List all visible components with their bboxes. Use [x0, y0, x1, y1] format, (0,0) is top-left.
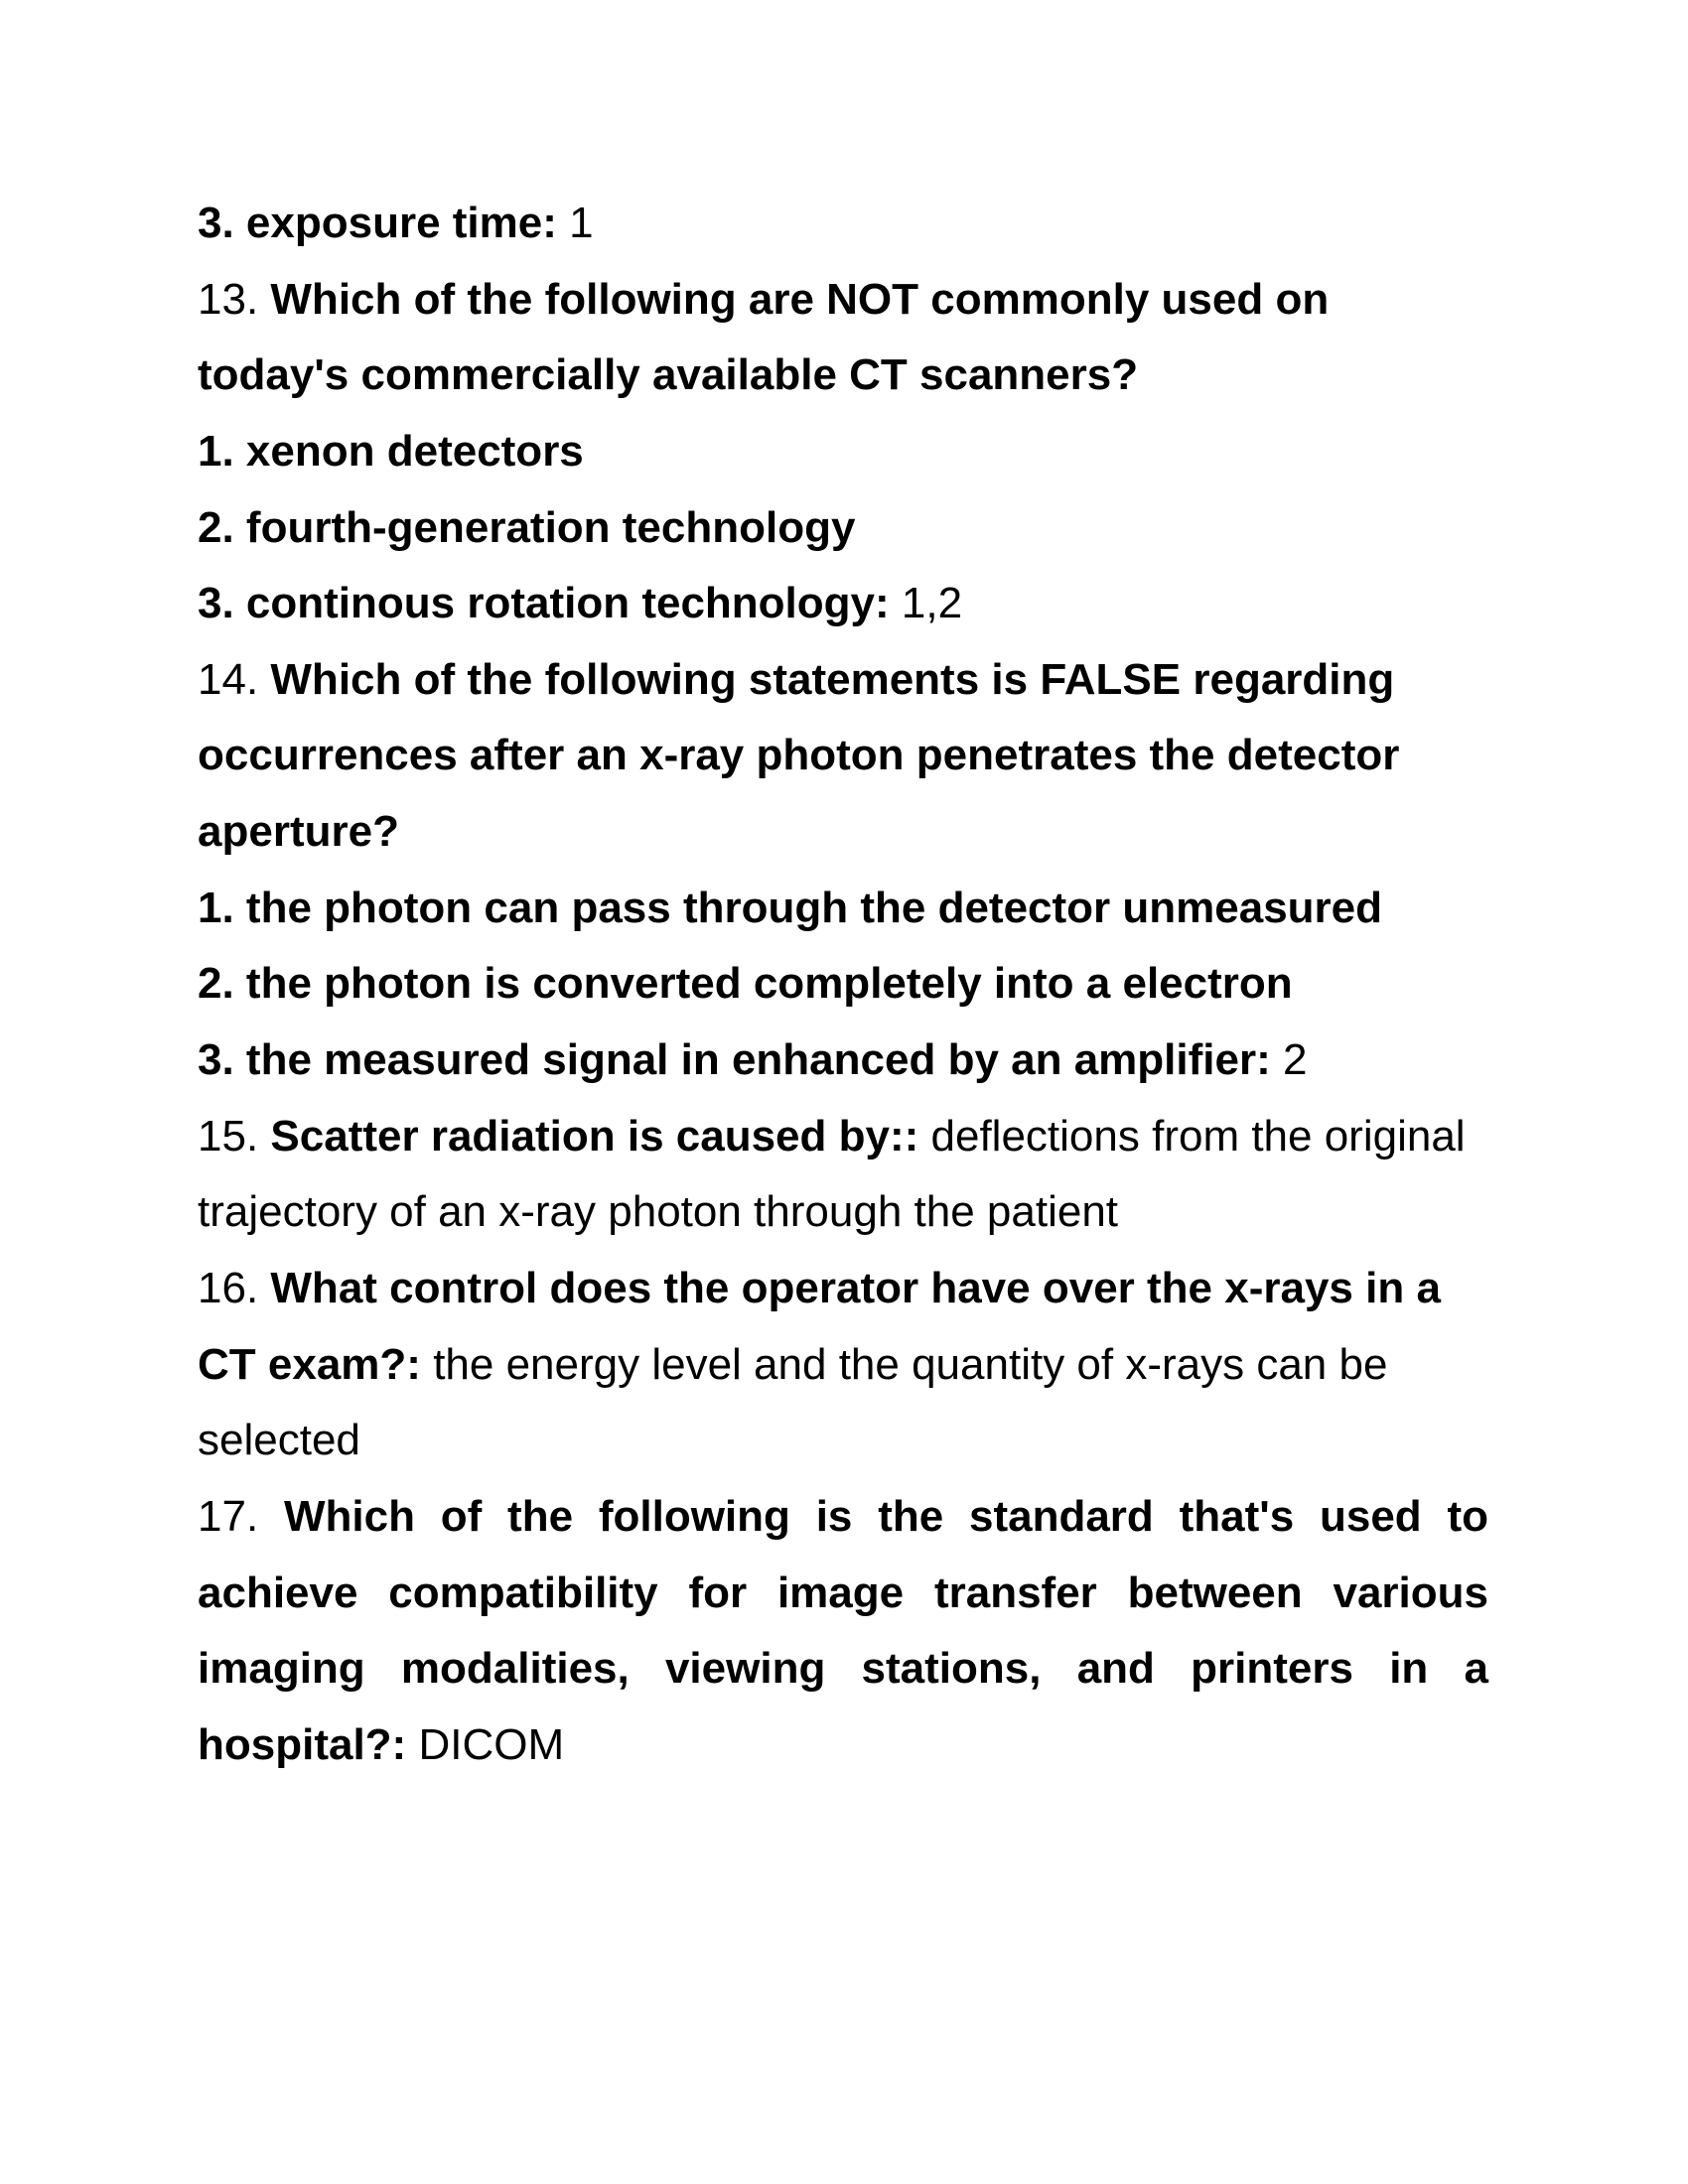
question-number: 17. [198, 1491, 259, 1541]
document-page [198, 186, 1488, 1783]
question-14-option-2: 2. the photon is converted completely into a electron [198, 959, 1293, 1009]
question-number: 15. [198, 1111, 259, 1160]
option-label: 3. continous rotation technology: [198, 579, 890, 628]
question-17-line-3: imaging modalities, viewing stations, and printers in a [198, 1644, 1488, 1694]
question-text: CT exam?: [198, 1339, 421, 1389]
question-17-line-1 [198, 1479, 1488, 1556]
answer-text: DICOM [418, 1719, 565, 1769]
answer-text: 1,2 [901, 579, 963, 628]
question-14-option-3 [198, 1023, 1488, 1099]
question-16-line-2 [198, 1327, 1488, 1404]
question-text: Which of the following is the standard that's used to [283, 1491, 1488, 1541]
question-14-line-2: occurrences after an x-ray photon penetrates the detector [198, 731, 1400, 780]
question-16-answer-line-2: selected [198, 1416, 360, 1465]
question-text: Which of the following statements is FALSE regarding [270, 654, 1395, 704]
question-13-line-1 [198, 262, 1488, 339]
question-text: hospital?: [198, 1719, 407, 1769]
question-text: Scatter radiation is caused by:: [270, 1111, 919, 1160]
question-13-line-2: today's commercially available CT scanners? [198, 350, 1139, 400]
option-line [198, 186, 1488, 262]
question-14-line-3: aperture? [198, 807, 399, 857]
question-number: 13. [198, 274, 259, 324]
question-14-option-1: 1. the photon can pass through the detector unmeasured [198, 883, 1383, 932]
answer-text: 2 [1282, 1035, 1308, 1085]
question-17-line-4 [198, 1707, 1488, 1784]
question-number: 16. [198, 1263, 259, 1312]
option-label: 3. the measured signal in enhanced by an amplifier: [198, 1035, 1271, 1085]
question-16-line-1 [198, 1251, 1488, 1327]
question-15-line-1 [198, 1099, 1488, 1175]
question-17-line-2: achieve compatibility for image transfer between various [198, 1568, 1488, 1617]
question-13-option-1: 1. xenon detectors [198, 426, 584, 476]
answer-text: the energy level and the quantity of x-rays can be [433, 1339, 1388, 1389]
question-text: Which of the following are NOT commonly used on [270, 274, 1330, 324]
answer-text: 1 [569, 199, 594, 247]
question-13-option-2: 2. fourth-generation technology [198, 502, 856, 552]
question-14-line-1 [198, 642, 1488, 719]
question-number: 14. [198, 654, 259, 704]
question-13-option-3 [198, 566, 1488, 642]
question-text: What control does the operator have over the x-rays in a [270, 1263, 1441, 1312]
question-15-answer-line-2: trajectory of an x-ray photon through the patient [198, 1187, 1119, 1237]
answer-text: deflections from the original [930, 1111, 1466, 1160]
option-label: 3. exposure time: [198, 199, 557, 247]
